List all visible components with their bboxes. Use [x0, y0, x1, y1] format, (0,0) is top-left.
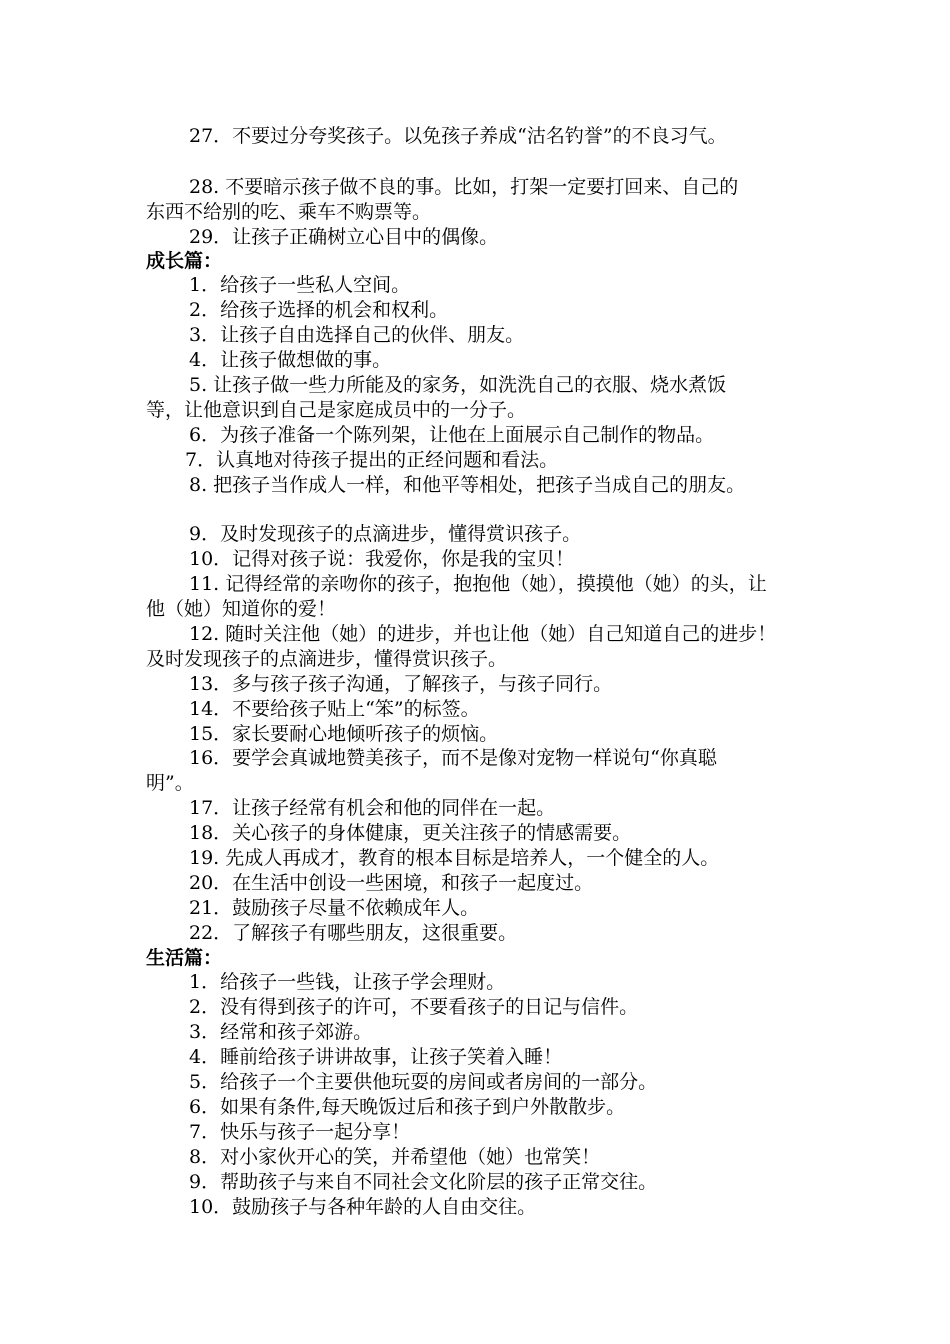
- list-item-continuation: 及时发现孩子的点滴进步，懂得赏识孩子。: [146, 648, 508, 670]
- list-item: 4．睡前给孩子讲讲故事，让孩子笑着入睡！: [189, 1046, 563, 1068]
- list-item: 20．在生活中创设一些困境，和孩子一起度过。: [189, 872, 594, 894]
- list-item: 19. 先成人再成才，教育的根本目标是培养人，一个健全的人。: [189, 847, 720, 869]
- list-item: 6．如果有条件,每天晚饭过后和孩子到户外散散步。: [189, 1096, 626, 1118]
- list-item: 3．经常和孩子郊游。: [189, 1021, 373, 1043]
- section-heading-growth: 成长篇：: [146, 250, 223, 272]
- list-item: 11. 记得经常的亲吻你的孩子，抱抱他（她），摸摸他（她）的头，让: [189, 573, 767, 595]
- list-item: 21．鼓励孩子尽量不依赖成年人。: [189, 897, 480, 919]
- list-item: 16．要学会真诚地赞美孩子，而不是像对宠物一样说句“你真聪: [189, 747, 717, 769]
- list-item: 27．不要过分夸奖孩子。以免孩子养成“沽名钓誉”的不良习气。: [189, 125, 727, 147]
- list-item: 10．鼓励孩子与各种年龄的人自由交往。: [189, 1196, 537, 1218]
- list-item: 1．给孩子一些私人空间。: [189, 274, 411, 296]
- list-item: 18．关心孩子的身体健康，更关注孩子的情感需要。: [189, 822, 632, 844]
- list-item: 28. 不要暗示孩子做不良的事。比如，打架一定要打回来、自己的: [189, 176, 739, 198]
- list-item: 6．为孩子准备一个陈列架，让他在上面展示自己制作的物品。: [189, 424, 715, 446]
- list-item-continuation: 东西不给别的吃、乘车不购票等。: [146, 201, 432, 223]
- list-item: 29．让孩子正确树立心目中的偶像。: [189, 226, 499, 248]
- list-item: 17．让孩子经常有机会和他的同伴在一起。: [189, 797, 556, 819]
- list-item: 7．认真地对待孩子提出的正经问题和看法。: [185, 449, 559, 471]
- list-item: 8．对小家伙开心的笑，并希望他（她）也常笑！: [189, 1146, 601, 1168]
- list-item: 12. 随时关注他（她）的进步，并也让他（她）自己知道自己的进步！: [189, 623, 777, 645]
- list-item: 14．不要给孩子贴上“笨”的标签。: [189, 698, 480, 720]
- list-item: 2．没有得到孩子的许可，不要看孩子的日记与信件。: [189, 996, 639, 1018]
- list-item: 1．给孩子一些钱，让孩子学会理财。: [189, 971, 506, 993]
- list-item: 10．记得对孩子说：我爱你，你是我的宝贝！: [189, 548, 575, 570]
- list-item: 22．了解孩子有哪些朋友，这很重要。: [189, 922, 518, 944]
- list-item: 5．给孩子一个主要供他玩耍的房间或者房间的一部分。: [189, 1071, 658, 1093]
- section-heading-life: 生活篇：: [146, 947, 223, 969]
- list-item: 9．及时发现孩子的点滴进步，懂得赏识孩子。: [189, 523, 582, 545]
- list-item: 7．快乐与孩子一起分享！: [189, 1121, 411, 1143]
- list-item: 4．让孩子做想做的事。: [189, 349, 392, 371]
- list-item: 9．帮助孩子与来自不同社会文化阶层的孩子正常交往。: [189, 1171, 658, 1193]
- list-item: 2．给孩子选择的机会和权利。: [189, 299, 449, 321]
- list-item: 3．让孩子自由选择自己的伙伴、朋友。: [189, 324, 525, 346]
- list-item: 8. 把孩子当作成人一样，和他平等相处，把孩子当成自己的朋友。: [189, 474, 746, 496]
- list-item: 13．多与孩子孩子沟通，了解孩子，与孩子同行。: [189, 673, 613, 695]
- list-item-continuation: 他（她）知道你的爱！: [146, 598, 337, 620]
- list-item: 5. 让孩子做一些力所能及的家务，如洗洗自己的衣服、烧水煮饭: [189, 374, 727, 396]
- list-item: 15．家长要耐心地倾听孩子的烦恼。: [189, 723, 499, 745]
- list-item-continuation: 等，让他意识到自己是家庭成员中的一分子。: [146, 399, 527, 421]
- list-item-continuation: 明”。: [146, 772, 194, 794]
